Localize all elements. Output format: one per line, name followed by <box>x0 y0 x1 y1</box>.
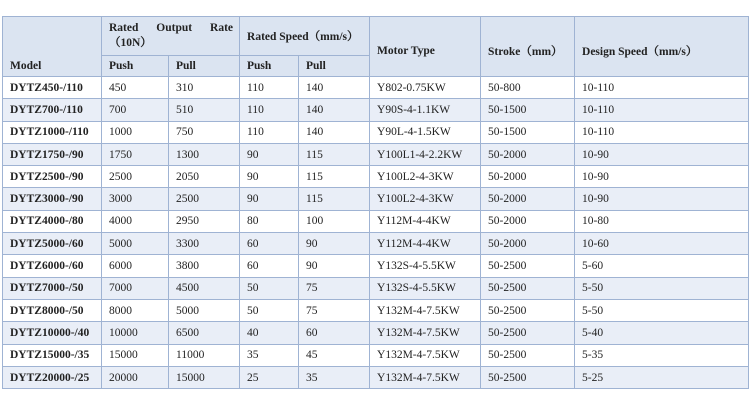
cell-speed-pull: 140 <box>299 121 370 143</box>
cell-motor-type: Y802-0.75KW <box>370 77 481 99</box>
table-row <box>3 143 749 165</box>
cell-stroke: 50-2500 <box>481 366 575 388</box>
cell-speed-pull: 100 <box>299 210 370 232</box>
cell-speed-push: 35 <box>240 344 299 366</box>
cell-model: DYTZ20000-/25 <box>3 366 102 388</box>
cell-speed-push: 90 <box>240 188 299 210</box>
cell-speed-push: 40 <box>240 322 299 344</box>
cell-design-speed: 5-35 <box>575 344 749 366</box>
cell-speed-pull: 140 <box>299 77 370 99</box>
table-row <box>3 77 749 99</box>
cell-stroke: 50-2500 <box>481 299 575 321</box>
cell-design-speed: 10-110 <box>575 121 749 143</box>
cell-speed-push: 110 <box>240 99 299 121</box>
cell-motor-type: Y132S-4-5.5KW <box>370 277 481 299</box>
cell-output-push: 20000 <box>102 366 169 388</box>
cell-design-speed: 10-90 <box>575 166 749 188</box>
cell-speed-pull: 75 <box>299 299 370 321</box>
cell-output-push: 1750 <box>102 143 169 165</box>
cell-motor-type: Y100L2-4-3KW <box>370 166 481 188</box>
cell-model: DYTZ3000-/90 <box>3 188 102 210</box>
cell-speed-pull: 35 <box>299 366 370 388</box>
cell-motor-type: Y90L-4-1.5KW <box>370 121 481 143</box>
table-row <box>3 344 749 366</box>
cell-design-speed: 10-110 <box>575 77 749 99</box>
cell-output-push: 2500 <box>102 166 169 188</box>
table-body <box>3 77 749 389</box>
table-row <box>3 255 749 277</box>
table-row <box>3 233 749 255</box>
cell-stroke: 50-1500 <box>481 99 575 121</box>
cell-model: DYTZ700-/110 <box>3 99 102 121</box>
cell-model: DYTZ8000-/50 <box>3 299 102 321</box>
table-row <box>3 99 749 121</box>
header-rated-speed: Rated Speed（mm/s） <box>240 17 370 56</box>
cell-motor-type: Y132M-4-7.5KW <box>370 322 481 344</box>
header-model: Model <box>3 17 102 77</box>
cell-stroke: 50-2500 <box>481 255 575 277</box>
table-row <box>3 166 749 188</box>
cell-speed-push: 90 <box>240 166 299 188</box>
cell-output-pull: 2950 <box>169 210 240 232</box>
header-stroke: Stroke（mm） <box>481 17 575 77</box>
cell-speed-push: 60 <box>240 255 299 277</box>
table-row <box>3 366 749 388</box>
cell-stroke: 50-800 <box>481 77 575 99</box>
cell-stroke: 50-2000 <box>481 233 575 255</box>
cell-output-push: 6000 <box>102 255 169 277</box>
cell-stroke: 50-2000 <box>481 166 575 188</box>
cell-model: DYTZ15000-/35 <box>3 344 102 366</box>
cell-output-pull: 15000 <box>169 366 240 388</box>
table-row <box>3 121 749 143</box>
cell-design-speed: 5-50 <box>575 277 749 299</box>
cell-motor-type: Y132M-4-7.5KW <box>370 366 481 388</box>
cell-stroke: 50-1500 <box>481 121 575 143</box>
cell-speed-pull: 60 <box>299 322 370 344</box>
cell-speed-pull: 90 <box>299 255 370 277</box>
table-row <box>3 277 749 299</box>
spec-table-container <box>2 16 748 389</box>
cell-output-pull: 4500 <box>169 277 240 299</box>
cell-speed-push: 50 <box>240 277 299 299</box>
cell-stroke: 50-2500 <box>481 322 575 344</box>
cell-speed-pull: 45 <box>299 344 370 366</box>
cell-model: DYTZ5000-/60 <box>3 233 102 255</box>
cell-output-push: 3000 <box>102 188 169 210</box>
cell-design-speed: 10-60 <box>575 233 749 255</box>
cell-speed-pull: 115 <box>299 143 370 165</box>
cell-speed-push: 110 <box>240 121 299 143</box>
header-output-pull: Pull <box>169 56 240 77</box>
table-row <box>3 299 749 321</box>
cell-motor-type: Y112M-4-4KW <box>370 210 481 232</box>
cell-output-push: 15000 <box>102 344 169 366</box>
cell-speed-push: 25 <box>240 366 299 388</box>
cell-motor-type: Y100L1-4-2.2KW <box>370 143 481 165</box>
cell-speed-pull: 140 <box>299 99 370 121</box>
spec-table <box>2 16 749 389</box>
header-speed-pull: Pull <box>299 56 370 77</box>
cell-output-pull: 6500 <box>169 322 240 344</box>
cell-model: DYTZ10000-/40 <box>3 322 102 344</box>
cell-design-speed: 10-110 <box>575 99 749 121</box>
cell-output-push: 1000 <box>102 121 169 143</box>
cell-model: DYTZ450-/110 <box>3 77 102 99</box>
cell-output-push: 5000 <box>102 233 169 255</box>
cell-speed-push: 80 <box>240 210 299 232</box>
cell-design-speed: 5-50 <box>575 299 749 321</box>
cell-design-speed: 5-40 <box>575 322 749 344</box>
cell-output-push: 4000 <box>102 210 169 232</box>
cell-output-push: 700 <box>102 99 169 121</box>
cell-output-push: 10000 <box>102 322 169 344</box>
cell-motor-type: Y112M-4-4KW <box>370 233 481 255</box>
cell-stroke: 50-2500 <box>481 277 575 299</box>
header-speed-push: Push <box>240 56 299 77</box>
cell-speed-pull: 115 <box>299 166 370 188</box>
cell-speed-push: 110 <box>240 77 299 99</box>
cell-output-pull: 310 <box>169 77 240 99</box>
cell-model: DYTZ1000-/110 <box>3 121 102 143</box>
cell-output-pull: 11000 <box>169 344 240 366</box>
table-row <box>3 188 749 210</box>
cell-design-speed: 10-90 <box>575 143 749 165</box>
cell-output-push: 450 <box>102 77 169 99</box>
cell-model: DYTZ1750-/90 <box>3 143 102 165</box>
cell-stroke: 50-2500 <box>481 344 575 366</box>
cell-output-pull: 750 <box>169 121 240 143</box>
cell-output-pull: 2500 <box>169 188 240 210</box>
cell-motor-type: Y132M-4-7.5KW <box>370 299 481 321</box>
cell-output-pull: 3800 <box>169 255 240 277</box>
cell-speed-pull: 90 <box>299 233 370 255</box>
header-design-speed: Design Speed（mm/s） <box>575 17 749 77</box>
cell-speed-push: 50 <box>240 299 299 321</box>
cell-stroke: 50-2000 <box>481 210 575 232</box>
cell-model: DYTZ4000-/80 <box>3 210 102 232</box>
cell-design-speed: 5-60 <box>575 255 749 277</box>
cell-speed-push: 60 <box>240 233 299 255</box>
cell-output-push: 8000 <box>102 299 169 321</box>
cell-design-speed: 5-25 <box>575 366 749 388</box>
cell-design-speed: 10-90 <box>575 188 749 210</box>
cell-output-pull: 2050 <box>169 166 240 188</box>
header-rated-output: Rated Output Rate （10N） <box>102 17 240 56</box>
table-header <box>3 17 749 77</box>
cell-speed-push: 90 <box>240 143 299 165</box>
header-output-push: Push <box>102 56 169 77</box>
cell-output-pull: 510 <box>169 99 240 121</box>
cell-output-pull: 5000 <box>169 299 240 321</box>
cell-speed-pull: 115 <box>299 188 370 210</box>
cell-motor-type: Y100L2-4-3KW <box>370 188 481 210</box>
cell-motor-type: Y132S-4-5.5KW <box>370 255 481 277</box>
cell-model: DYTZ7000-/50 <box>3 277 102 299</box>
cell-output-pull: 3300 <box>169 233 240 255</box>
table-row <box>3 210 749 232</box>
header-motor-type: Motor Type <box>370 17 481 77</box>
cell-stroke: 50-2000 <box>481 188 575 210</box>
table-row <box>3 322 749 344</box>
cell-model: DYTZ2500-/90 <box>3 166 102 188</box>
cell-motor-type: Y90S-4-1.1KW <box>370 99 481 121</box>
cell-output-pull: 1300 <box>169 143 240 165</box>
cell-motor-type: Y132M-4-7.5KW <box>370 344 481 366</box>
cell-speed-pull: 75 <box>299 277 370 299</box>
cell-design-speed: 10-80 <box>575 210 749 232</box>
cell-stroke: 50-2000 <box>481 143 575 165</box>
cell-output-push: 7000 <box>102 277 169 299</box>
cell-model: DYTZ6000-/60 <box>3 255 102 277</box>
